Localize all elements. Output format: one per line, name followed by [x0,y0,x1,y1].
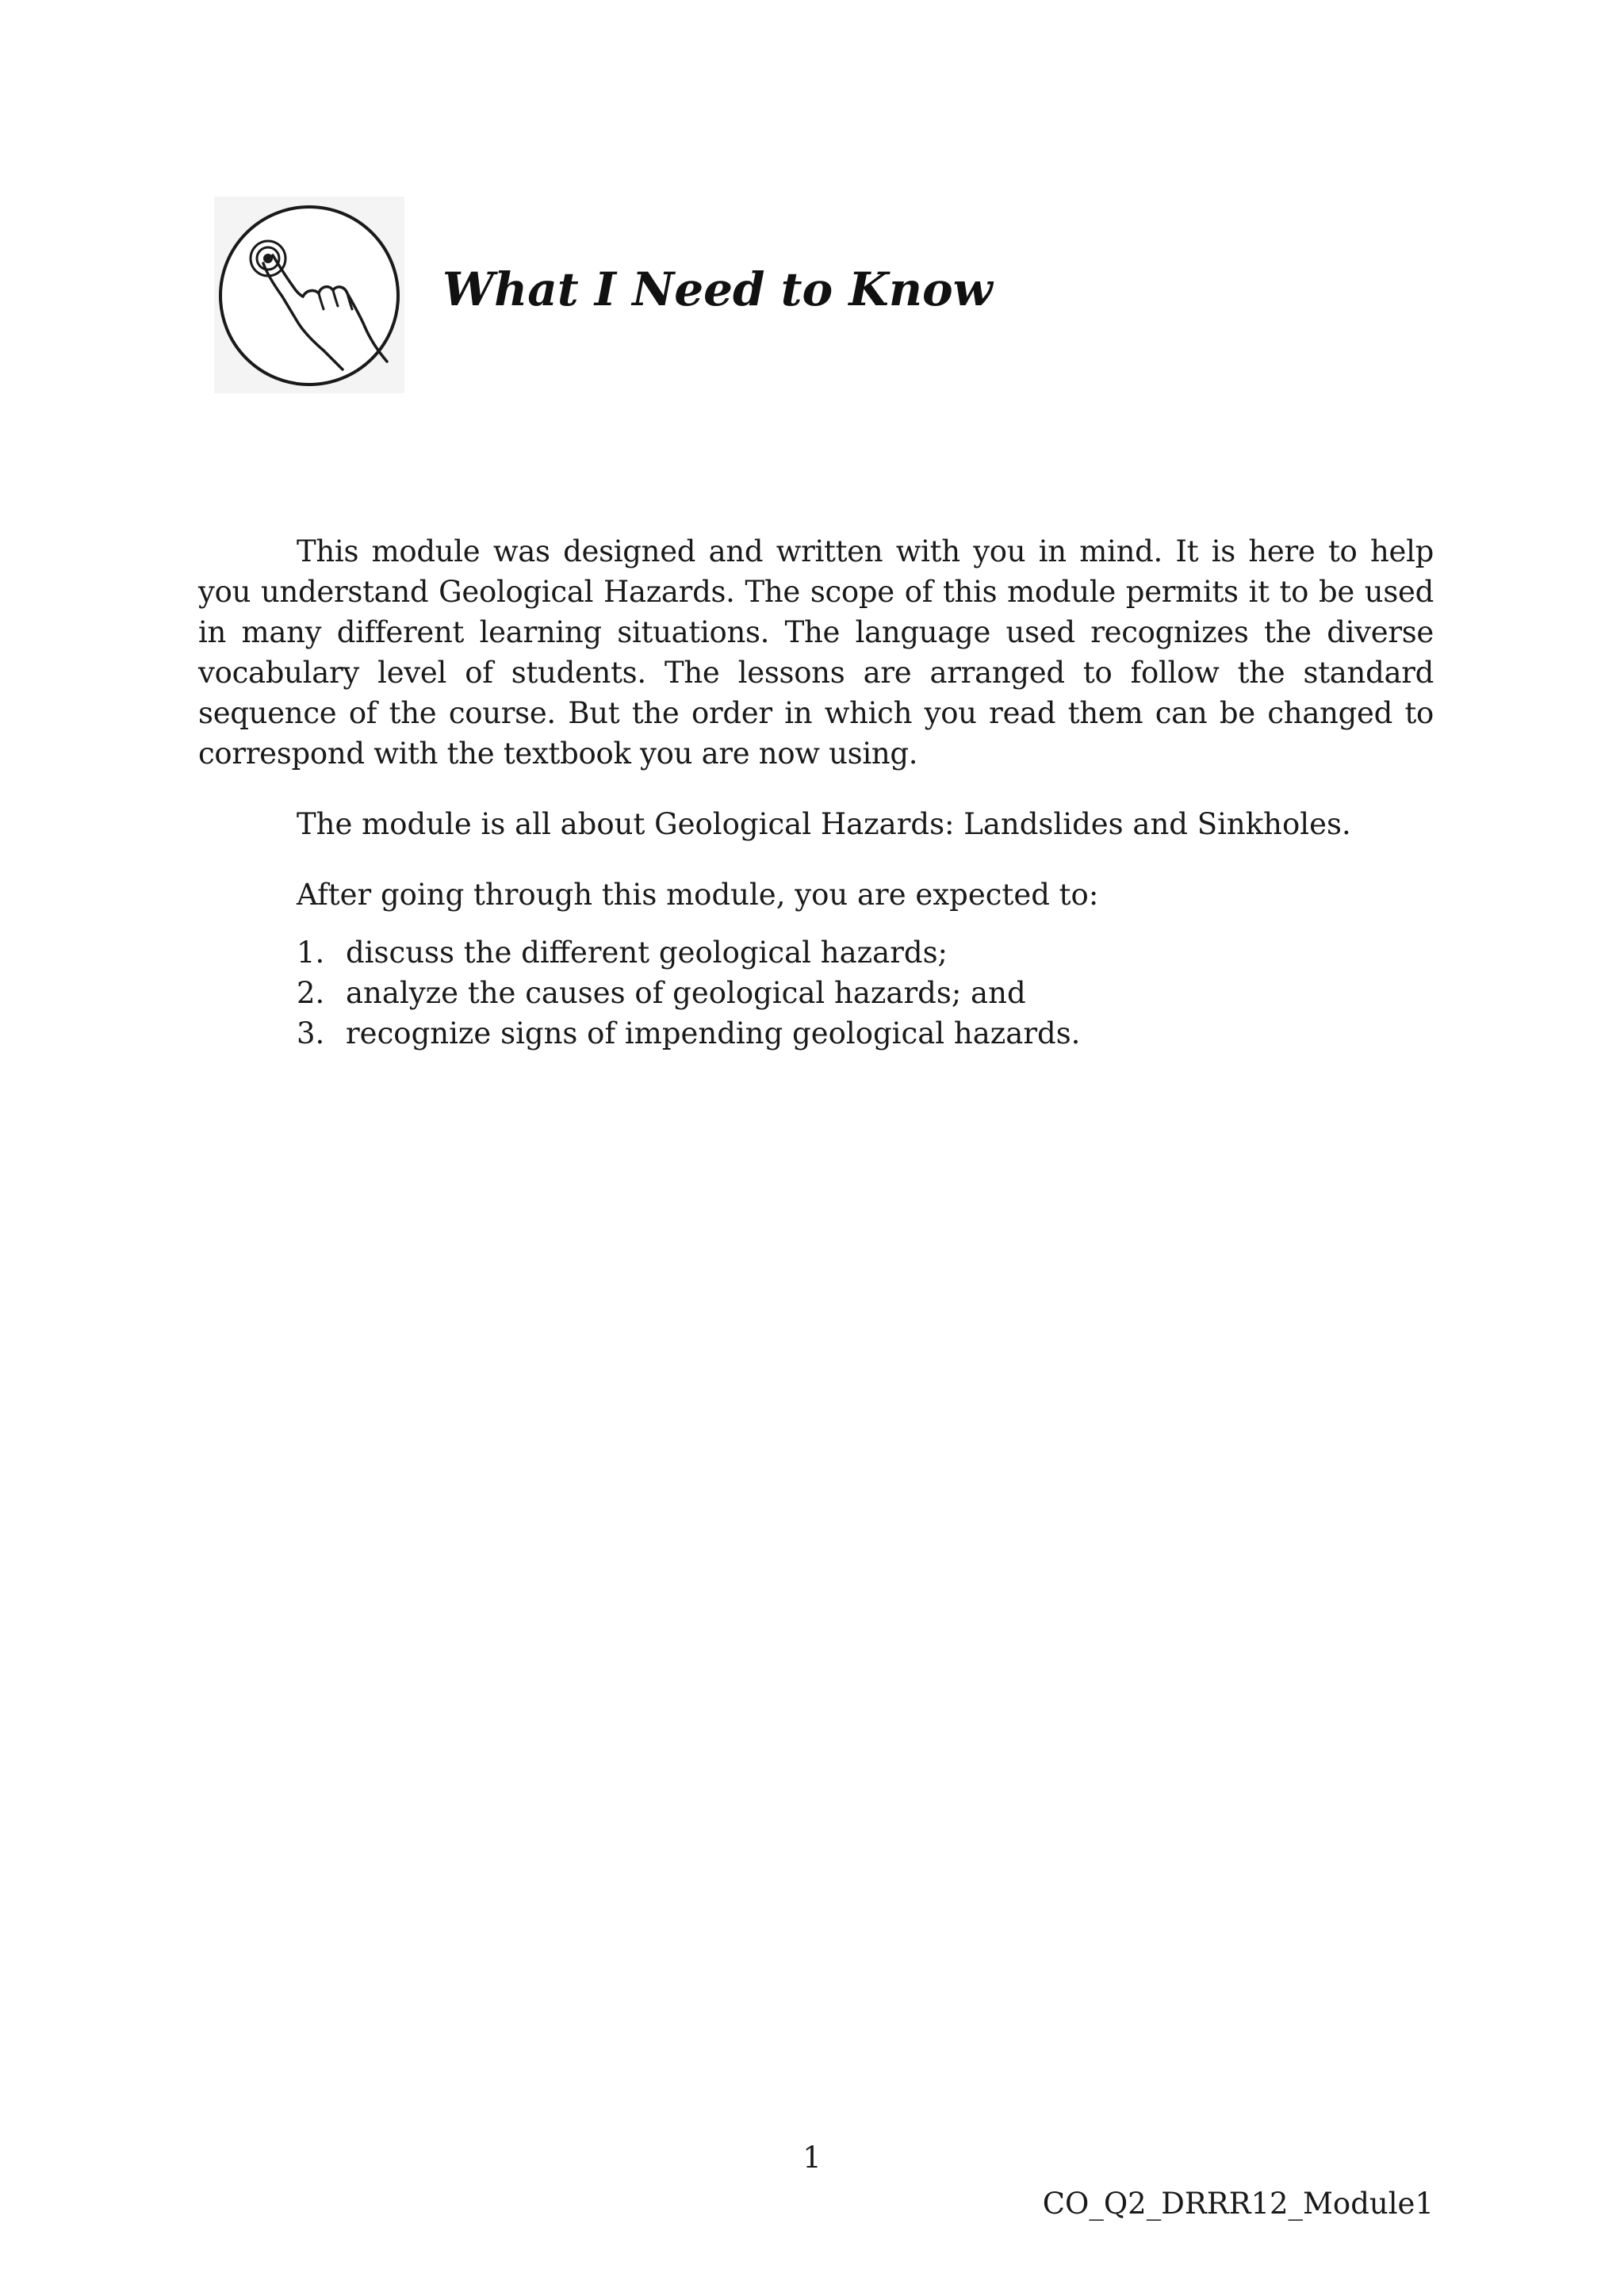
objective-text: analyze the causes of geological hazards; and [346,976,1026,1010]
topic-sentence: The module is all about Geological Hazards: Landslides and Sinkholes. [297,807,1351,841]
objective-number: 3. [297,1016,325,1050]
objectives-list [198,932,1434,1054]
objective-number: 2. [297,976,325,1010]
touch-hand-icon [214,197,404,393]
page-number: 1 [802,2141,822,2175]
objectives-lead: After going through this module, you are expected to: [297,878,1099,912]
intro-paragraph: This module was designed and written with you in mind. It is here to help you understand Geological Hazards. The scope of this module permits it to be used in many different learning situations. The language used recognizes the diverse vocabulary level of students. The lessons are arranged to follow the standard sequence of the course. But the order in which you read them can be changed to correspond with the textbook you are now using. [198,534,1434,771]
objective-item [297,1013,1434,1054]
objective-item [297,973,1434,1013]
objective-text: recognize signs of impending geological hazards. [346,1016,1081,1050]
section-title: What I Need to Know [442,262,993,316]
module-body [198,531,1434,1054]
objective-item [297,932,1434,973]
module-code: CO_Q2_DRRR12_Module1 [1042,2187,1434,2221]
objective-number: 1. [297,936,325,970]
objective-text: discuss the different geological hazards; [346,936,948,970]
